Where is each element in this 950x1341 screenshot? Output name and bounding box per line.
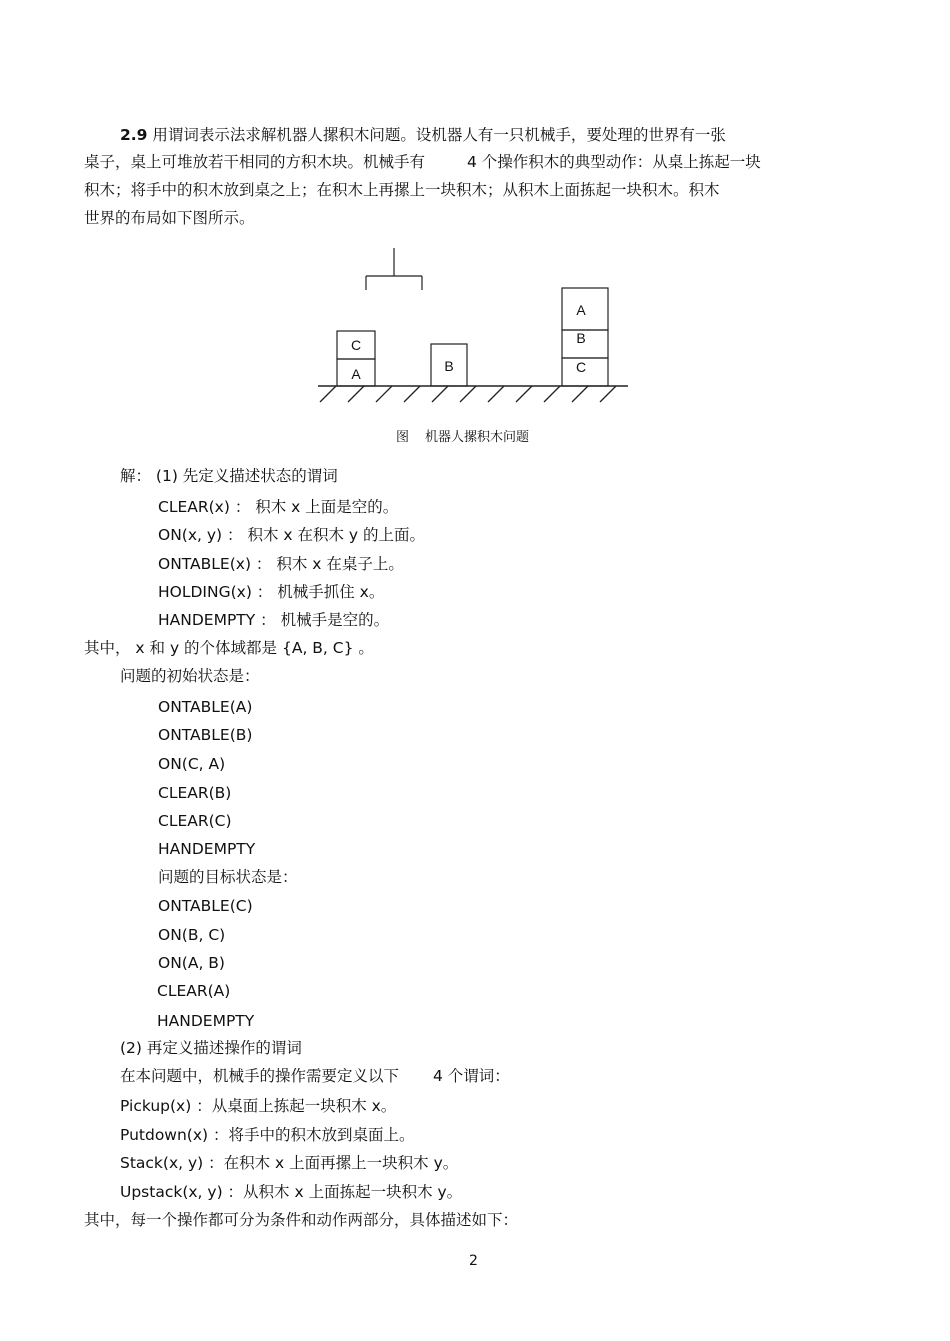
intro-text-1: 用谓词表示法求解机器人摞积木问题。设机器人有一只机械手，要处理的世界有一张 [152,126,726,144]
initial-state-item: HANDEMPTY [158,840,256,858]
initial-state-label: 问题的初始状态是： [120,667,260,685]
domain-note: 其中， x 和 y 的个体域都是 {A, B, C} 。 [84,639,374,657]
initial-state-item: ON(C, A) [158,755,226,773]
goal-state-item: HANDEMPTY [157,1012,255,1030]
middle-block [431,344,467,386]
problem-number: 2.9 [120,126,148,144]
left-stack [337,331,375,386]
operations-intro-a: 在本问题中，机械手的操作需要定义以下 [120,1067,400,1085]
intro-text-2a: 桌子，桌上可堆放若干相同的方积木块。机械手有 [84,153,426,171]
operations-intro [120,1066,510,1086]
blocks-world-figure [0,0,950,420]
operation-putdown: Putdown(x) ：将手中的积木放到桌面上。 [120,1126,415,1144]
figure-caption-text: 机器人摞积木问题 [425,430,530,445]
operations-intro-b: 4 个谓词： [433,1067,510,1085]
initial-state-item: ONTABLE(B) [158,726,253,744]
solution-step-2: (2) 再定义描述操作的谓词 [120,1039,302,1057]
goal-state-label: 问题的目标状态是： [158,868,298,886]
goal-state-item: ON(A, B) [158,954,225,972]
intro-text-2b: 4 个操作积木的典型动作：从桌上拣起一块 [467,153,761,171]
block-label-right-middle: B [576,330,586,346]
operation-upstack: Upstack(x, y) ：从积木 x 上面拣起一块积木 y。 [120,1183,463,1201]
predicate-on: ON(x, y) ： 积木 x 在积木 y 的上面。 [158,526,425,544]
initial-state-item: CLEAR(C) [158,812,232,830]
initial-state-item: CLEAR(B) [158,784,232,802]
goal-state-item: ON(B, C) [158,926,226,944]
intro-line-4: 世界的布局如下图所示。 [84,209,255,227]
table-hatching [320,386,616,402]
block-label-right-top: A [576,302,586,318]
block-label-left-top: C [350,337,362,353]
block-label-left-bottom: A [351,366,361,382]
block-label-right-bottom: C [575,359,587,375]
robot-hand [366,248,422,290]
operation-stack: Stack(x, y) ：在积木 x 上面再摞上一块积木 y。 [120,1154,459,1172]
solution-step-1: 解： (1) 先定义描述状态的谓词 [120,467,338,485]
predicate-handempty: HANDEMPTY ： 机械手是空的。 [158,611,390,629]
right-stack [562,288,608,386]
page-number: 2 [469,1253,478,1269]
closing-line: 其中，每一个操作都可分为条件和动作两部分，具体描述如下： [84,1211,519,1229]
predicate-ontable: ONTABLE(x) ： 积木 x 在桌子上。 [158,555,404,573]
intro-line-3: 积木；将手中的积木放到桌之上；在积木上再摞上一块积木；从积木上面拣起一块积木。积木 [84,181,720,199]
figure-caption-prefix: 图 [396,430,410,445]
initial-state-item: ONTABLE(A) [158,698,253,716]
predicate-clear: CLEAR(x) ： 积木 x 上面是空的。 [158,498,399,516]
figure-caption [396,426,529,445]
goal-state-item: ONTABLE(C) [158,897,253,915]
predicate-holding: HOLDING(x) ： 机械手抓住 x。 [158,583,385,601]
goal-state-item: CLEAR(A) [157,982,231,1000]
block-label-middle: B [444,358,454,374]
operation-pickup: Pickup(x) ：从桌面上拣起一块积木 x。 [120,1097,397,1115]
